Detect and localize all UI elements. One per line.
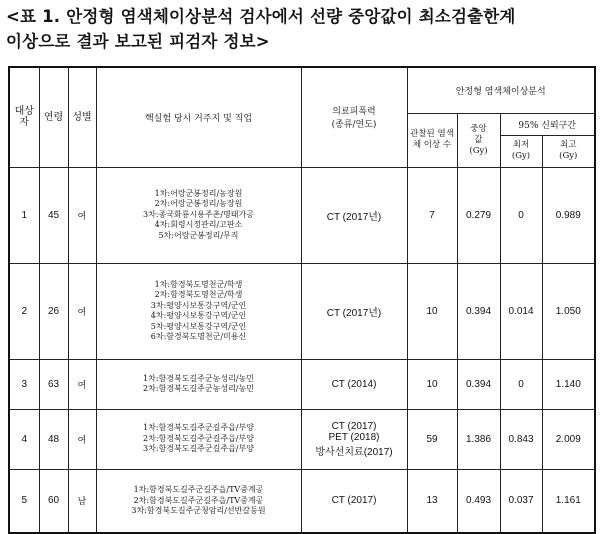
header-sex: 성별	[68, 67, 96, 167]
cell-id: 1	[9, 167, 39, 263]
cell-age: 26	[39, 263, 68, 359]
cell-exposure: CT (2017년)	[301, 263, 407, 359]
header-age: 연령	[39, 67, 68, 167]
cell-ci-low: 0.014	[500, 263, 542, 359]
cell-id: 3	[9, 359, 39, 409]
cell-residence: 1차:어랑군봉정리/농장원 2차:어랑군봉정리/농장원 3차:종국화룡시용주촌/명태가공 4차:회령시정관리/고판소 5차:어랑군봉정리/무직	[96, 167, 301, 263]
header-exposure: 의료피폭력 (종류/연도)	[301, 67, 407, 167]
cell-exposure: CT (2017) PET (2018) 방사선치료(2017)	[301, 409, 407, 469]
header-subject: 대상자	[9, 67, 39, 167]
caption-line-1: <표 1. 안정형 염색체이상분석 검사에서 선량 중앙값이 최소검출한계	[6, 7, 516, 26]
cell-median: 0.394	[457, 359, 500, 409]
cell-sex: 여	[68, 359, 96, 409]
table-row	[9, 469, 595, 533]
cell-sex: 여	[68, 167, 96, 263]
cell-aberrations: 10	[407, 263, 457, 359]
cell-ci-high: 2.009	[542, 409, 595, 469]
header-ci-high: 최고 (Gy)	[542, 135, 595, 167]
header-residence: 핵실험 당시 거주지 및 직업	[96, 67, 301, 167]
cell-residence: 1차:함경북도명천군/학생 2차:함경북도명천군/학생 3차:평양시보통강구역/군인 4차:평양시보통강구역/군인 5차:평양시보통강구역/군인 6차:함경북도명천군/미용신	[96, 263, 301, 359]
cell-median: 0.493	[457, 469, 500, 533]
cell-ci-low: 0.843	[500, 409, 542, 469]
cell-aberrations: 13	[407, 469, 457, 533]
header-median: 중앙 값 (Gy)	[457, 113, 500, 167]
cell-aberrations: 10	[407, 359, 457, 409]
table-row	[9, 167, 595, 263]
subject-info-table-wrapper	[8, 66, 594, 515]
header-aberrations: 관찰된 염색체 이상 수	[407, 113, 457, 167]
cell-residence: 1차:함경북도길주군농성리/농민 2차:함경북도길주군농성리/농민	[96, 359, 301, 409]
cell-median: 0.394	[457, 263, 500, 359]
table-caption	[6, 4, 596, 54]
cell-aberrations: 59	[407, 409, 457, 469]
cell-ci-high: 0.989	[542, 167, 595, 263]
cell-residence: 1차:함경북도길주군길주읍/TV중계공 2차:함경북도길주군길주읍/TV중계공 3차:함경북도길주군청암리/선반갈동원	[96, 469, 301, 533]
cell-sex: 남	[68, 469, 96, 533]
header-ci: 95% 신뢰구간	[500, 113, 595, 135]
table-row	[9, 359, 595, 409]
cell-id: 2	[9, 263, 39, 359]
cell-sex: 여	[68, 263, 96, 359]
header-ci-low: 최저 (Gy)	[500, 135, 542, 167]
cell-ci-low: 0	[500, 167, 542, 263]
cell-age: 60	[39, 469, 68, 533]
cell-ci-high: 1.140	[542, 359, 595, 409]
cell-age: 63	[39, 359, 68, 409]
cell-median: 1.386	[457, 409, 500, 469]
cell-age: 45	[39, 167, 68, 263]
cell-id: 4	[9, 409, 39, 469]
cell-exposure: CT (2014)	[301, 359, 407, 409]
table-row	[9, 409, 595, 469]
caption-line-2: 이상으로 결과 보고된 피검자 정보>	[6, 32, 270, 51]
cell-sex: 여	[68, 409, 96, 469]
table-body	[9, 167, 595, 533]
cell-aberrations: 7	[407, 167, 457, 263]
subject-info-table	[8, 66, 596, 534]
cell-ci-low: 0	[500, 359, 542, 409]
cell-ci-high: 1.050	[542, 263, 595, 359]
cell-age: 48	[39, 409, 68, 469]
cell-exposure: CT (2017)	[301, 469, 407, 533]
cell-ci-low: 0.037	[500, 469, 542, 533]
cell-ci-high: 1.161	[542, 469, 595, 533]
table-row	[9, 263, 595, 359]
cell-exposure: CT (2017년)	[301, 167, 407, 263]
cell-median: 0.279	[457, 167, 500, 263]
header-analysis: 안정형 염색체이상분석	[407, 67, 595, 113]
cell-residence: 1차:함경북도길주군길주읍/부양 2차:함경북도길주군길주읍/부양 3차:함경북도길주군길주읍/부양	[96, 409, 301, 469]
cell-id: 5	[9, 469, 39, 533]
